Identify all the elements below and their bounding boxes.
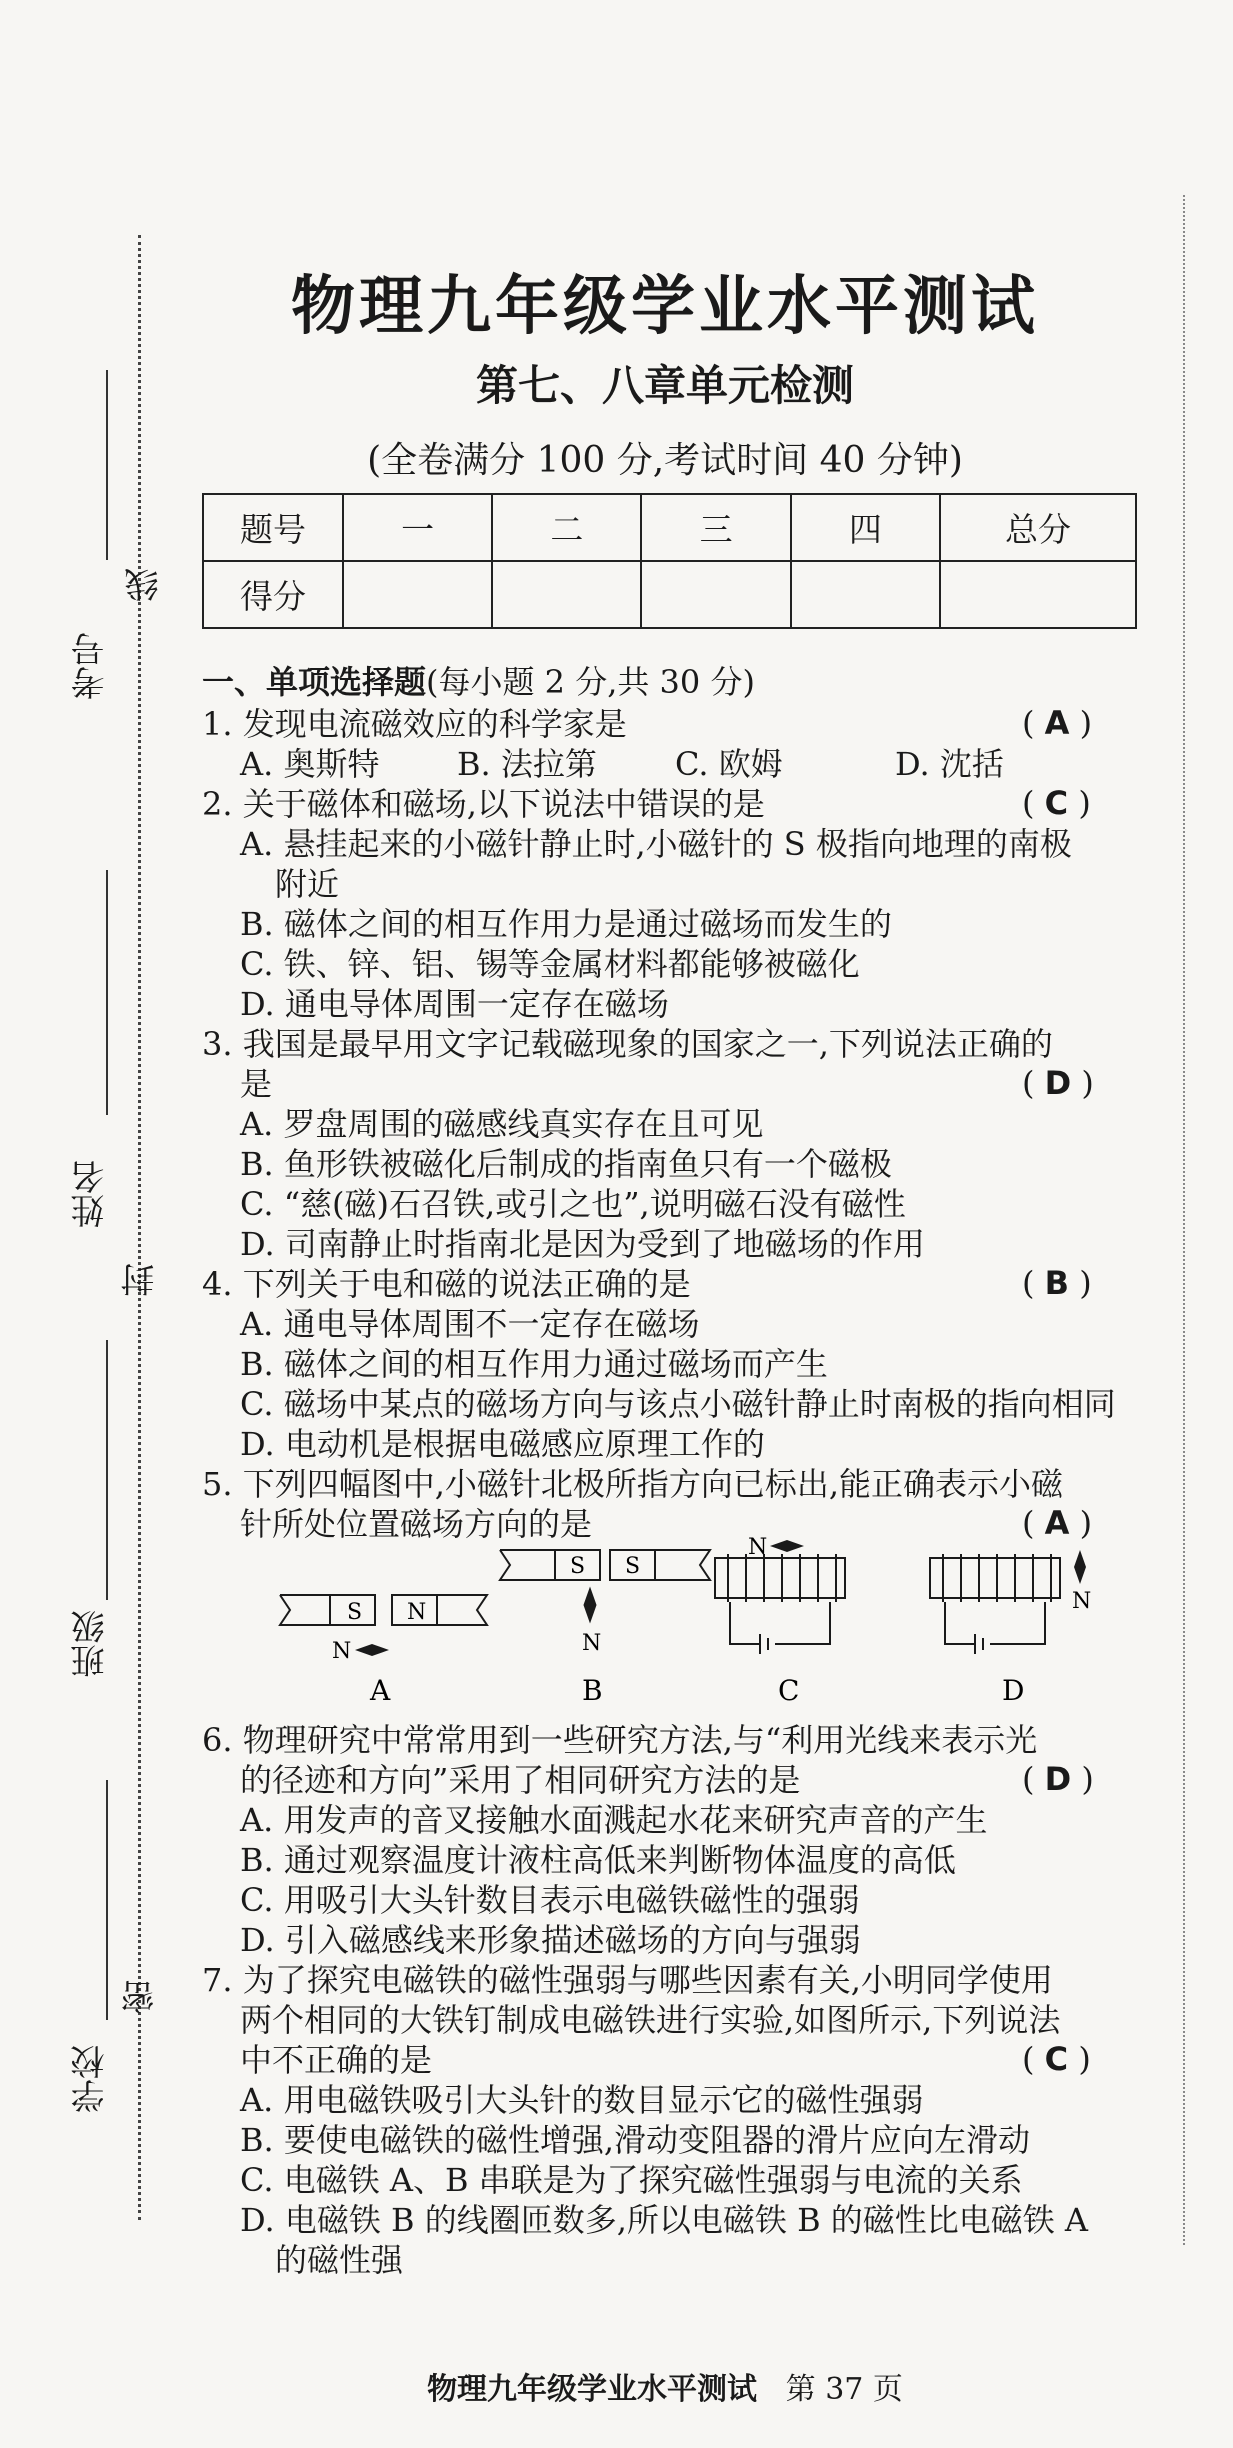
q2-answer-letter: C <box>1044 784 1069 822</box>
q2-answer: ( C ) <box>1022 784 1091 822</box>
q2-stem: 2. 关于磁体和磁场,以下说法中错误的是 <box>202 785 765 823</box>
figure-d-needle-n: N <box>1072 1589 1092 1614</box>
margin-label-xuexiao: 学校 <box>71 2045 111 2113</box>
q1-option-d: D. 沈括 <box>895 745 1004 783</box>
figure-label-b: B <box>582 1674 603 1707</box>
margin-label-xingming: 姓名 <box>71 1160 111 1228</box>
score-table-header-row <box>203 494 1136 561</box>
q3-option-b: B. 鱼形铁被磁化后制成的指南鱼只有一个磁极 <box>240 1145 892 1183</box>
q3-option-d: D. 司南静止时指南北是因为受到了地磁场的作用 <box>240 1225 925 1263</box>
figure-a-needle-n: N <box>332 1639 352 1664</box>
q2-option-a-cont: 附近 <box>275 865 340 903</box>
q7-option-a: A. 用电磁铁吸引大头针的数目显示它的磁性强弱 <box>240 2081 924 2119</box>
margin-label-kaohao: 考号 <box>71 632 111 700</box>
margin-label-banji: 班级 <box>71 1610 111 1678</box>
q1-option-b: B. 法拉第 <box>457 745 597 783</box>
q3-stem-cont: 是 <box>240 1065 273 1103</box>
section-title: 一、单项选择题 <box>202 663 427 701</box>
q1-answer-letter: A <box>1044 704 1070 742</box>
q3-answer-letter: D <box>1044 1064 1072 1102</box>
score-table-header-cell: 一 <box>343 494 492 561</box>
figure-a-needle <box>355 1644 389 1656</box>
page-title: 物理九年级学业水平测试 <box>291 270 1039 344</box>
q7-option-c: C. 电磁铁 A、B 串联是为了探究磁性强弱与电流的关系 <box>240 2161 1023 2199</box>
score-table-score-row <box>203 561 1136 628</box>
q1-stem: 1. 发现电流磁效应的科学家是 <box>202 705 627 743</box>
q2-option-a: A. 悬挂起来的小磁针静止时,小磁针的 S 极指向地理的南极 <box>240 825 1072 863</box>
q6-answer-letter: D <box>1044 1760 1072 1798</box>
figure-b-magnets <box>500 1550 710 1580</box>
xingming-underline <box>106 870 108 1115</box>
q3-stem: 3. 我国是最早用文字记载磁现象的国家之一,下列说法正确的 <box>202 1025 1053 1063</box>
figure-c-needle <box>770 1540 804 1552</box>
figure-b-pole-s-left: S <box>570 1554 586 1579</box>
q1-option-c: C. 欧姆 <box>675 745 783 783</box>
margin-label-xian: 线 <box>125 568 165 602</box>
figure-b-pole-s-right: S <box>625 1554 641 1579</box>
score-table-header-cell: 二 <box>492 494 641 561</box>
q3-option-a: A. 罗盘周围的磁感线真实存在且可见 <box>240 1105 764 1143</box>
score-table-header-cell: 三 <box>641 494 790 561</box>
section-heading <box>202 662 755 702</box>
score-table-header-cell: 题号 <box>203 494 343 561</box>
q6-option-c: C. 用吸引大头针数目表示电磁铁磁性的强弱 <box>240 1881 860 1919</box>
q5-answer-letter: A <box>1044 1504 1070 1542</box>
figure-d-needle <box>1074 1550 1086 1584</box>
score-table <box>202 493 1137 629</box>
score-cell <box>940 561 1136 628</box>
right-dotted-line <box>1183 195 1185 2245</box>
figure-a-magnets <box>280 1595 487 1625</box>
score-table-header-cell: 总分 <box>940 494 1136 561</box>
q5-answer: ( A ) <box>1022 1504 1093 1542</box>
q1-answer: ( A ) <box>1022 704 1093 742</box>
score-table-header-cell: 四 <box>791 494 940 561</box>
q4-answer: ( B ) <box>1022 1264 1092 1302</box>
figure-a-pole-n: N <box>407 1600 427 1625</box>
figure-d-solenoid <box>930 1554 1060 1654</box>
q3-option-c: C. “慈(磁)石召铁,或引之也”,说明磁石没有磁性 <box>240 1185 906 1223</box>
figure-label-c: C <box>778 1674 800 1707</box>
kaohao-underline <box>106 370 108 560</box>
q4-option-d: D. 电动机是根据电磁感应原理工作的 <box>240 1425 765 1463</box>
q2-option-c: C. 铁、锌、铝、锡等金属材料都能够被磁化 <box>240 945 860 983</box>
banji-underline <box>106 1340 108 1600</box>
footer-title: 物理九年级学业水平测试 <box>427 2372 758 2407</box>
binding-dotted-line <box>138 235 141 2220</box>
q2-option-b: B. 磁体之间的相互作用力是通过磁场而发生的 <box>240 905 892 943</box>
section-note: (每小题 2 分,共 30 分) <box>426 663 755 701</box>
q6-stem-cont: 的径迹和方向”采用了相同研究方法的是 <box>240 1761 801 1799</box>
q4-stem: 4. 下列关于电和磁的说法正确的是 <box>202 1265 691 1303</box>
figure-b-needle <box>584 1588 596 1622</box>
q7-answer-letter: C <box>1044 2040 1069 2078</box>
q7-option-d-cont: 的磁性强 <box>275 2241 404 2279</box>
page-subtitle: 第七、八章单元检测 <box>475 361 854 410</box>
xuexiao-underline <box>106 1780 108 2020</box>
q5-stem: 5. 下列四幅图中,小磁针北极所指方向已标出,能正确表示小磁 <box>202 1465 1064 1503</box>
q6-option-a: A. 用发声的音叉接触水面溅起水花来研究声音的产生 <box>240 1801 988 1839</box>
score-cell <box>791 561 940 628</box>
q7-stem-cont2: 中不正确的是 <box>240 2041 433 2079</box>
figure-label-d: D <box>1002 1674 1025 1707</box>
q7-option-d: D. 电磁铁 B 的线圈匝数多,所以电磁铁 B 的磁性比电磁铁 A <box>240 2201 1089 2239</box>
score-cell <box>343 561 492 628</box>
q4-option-b: B. 磁体之间的相互作用力通过磁场而产生 <box>240 1345 828 1383</box>
q7-option-b: B. 要使电磁铁的磁性增强,滑动变阻器的滑片应向左滑动 <box>240 2121 1031 2159</box>
q1-option-a: A. 奥斯特 <box>240 745 380 783</box>
q6-option-d: D. 引入磁感线来形象描述磁场的方向与强弱 <box>240 1921 861 1959</box>
page-number: 第 37 页 <box>785 2372 903 2407</box>
q7-stem: 7. 为了探究电磁铁的磁性强弱与哪些因素有关,小明同学使用 <box>202 1961 1053 1999</box>
q5-figure <box>200 1535 1140 1710</box>
q6-stem: 6. 物理研究中常常用到一些研究方法,与“利用光线来表示光 <box>202 1721 1038 1759</box>
q7-stem-cont: 两个相同的大铁钉制成电磁铁进行实验,如图所示,下列说法 <box>240 2001 1061 2039</box>
figure-b-needle-n: N <box>582 1631 602 1656</box>
q6-answer: ( D ) <box>1022 1760 1094 1798</box>
q3-answer: ( D ) <box>1022 1064 1094 1102</box>
margin-label-mi: 密 <box>121 1980 161 2014</box>
q4-option-c: C. 磁场中某点的磁场方向与该点小磁针静止时南极的指向相同 <box>240 1385 1116 1423</box>
page-footer <box>200 2364 1130 2408</box>
figure-c-needle-n: N <box>748 1535 768 1560</box>
score-cell <box>641 561 790 628</box>
figure-label-a: A <box>370 1674 391 1707</box>
score-table-row-label: 得分 <box>203 561 343 628</box>
q6-option-b: B. 通过观察温度计液柱高低来判断物体温度的高低 <box>240 1841 956 1879</box>
q7-answer: ( C ) <box>1022 2040 1091 2078</box>
q5-stem-cont: 针所处位置磁场方向的是 <box>240 1505 593 1543</box>
exam-note: (全卷满分 100 分,考试时间 40 分钟) <box>367 440 963 481</box>
figure-c-solenoid <box>715 1554 845 1654</box>
margin-label-feng: 封 <box>121 1263 161 1297</box>
figure-a-pole-s: S <box>347 1600 363 1625</box>
q2-option-d: D. 通电导体周围一定存在磁场 <box>240 985 669 1023</box>
q4-answer-letter: B <box>1044 1264 1070 1302</box>
q4-option-a: A. 通电导体周围不一定存在磁场 <box>240 1305 700 1343</box>
score-cell <box>492 561 641 628</box>
